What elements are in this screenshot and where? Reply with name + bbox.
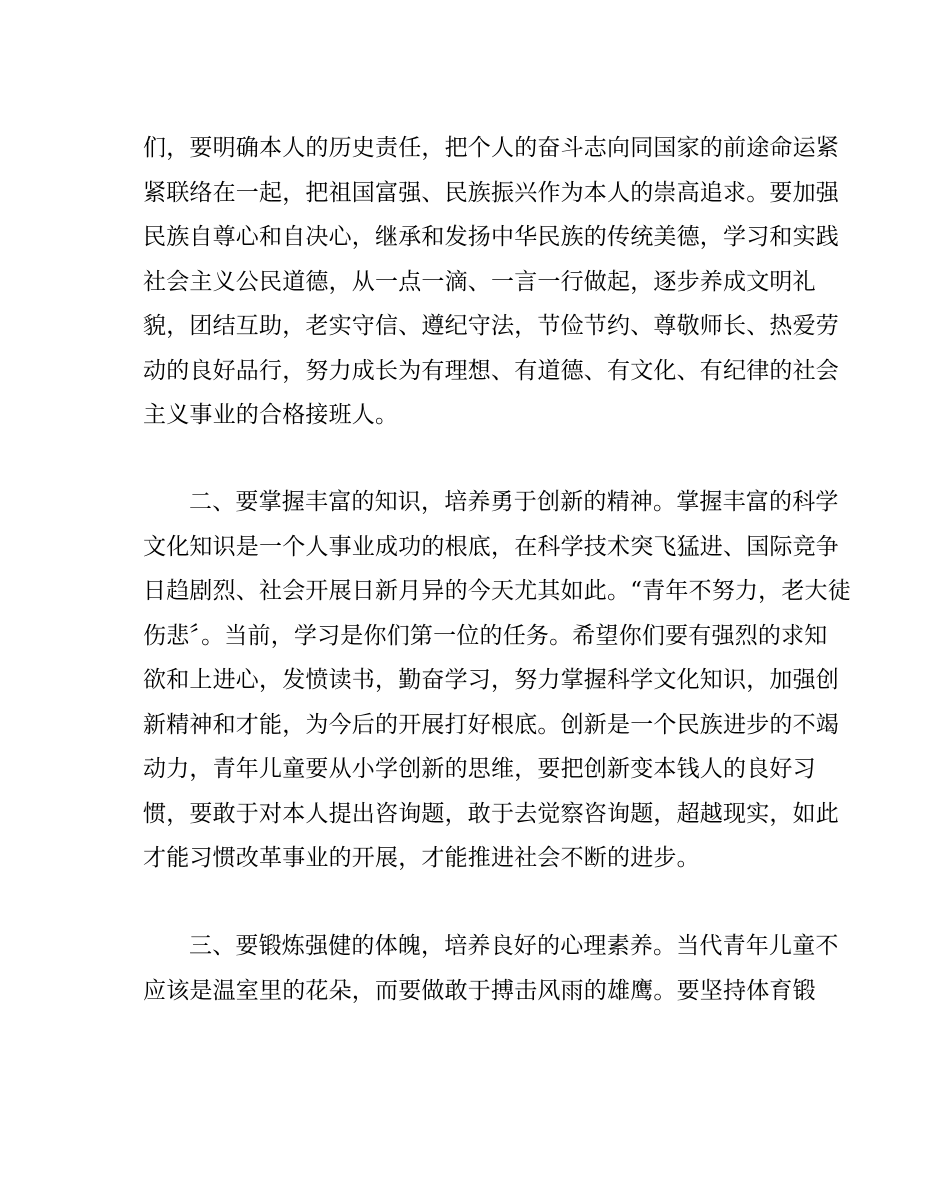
text-line: 新精神和才能，为今后的开展打好根底。创新是一个民族进步的不竭 bbox=[143, 711, 839, 738]
text-line: 欲和上进心，发愤读书，勤奋学习，努力掌握科学文化知识，加强创 bbox=[143, 667, 839, 693]
paragraph-1 bbox=[143, 126, 839, 438]
text-line: 动的良好品行，努力成长为有理想、有道德、有文化、有纪律的社会 bbox=[143, 357, 839, 384]
paragraph-3 bbox=[143, 924, 839, 1013]
text-line: 紧联络在一起，把祖国富强、民族振兴作为本人的崇高追求。要加强 bbox=[143, 179, 839, 206]
text-line: 二、要掌握丰富的知识，培养勇于创新的精神。掌握丰富的科学 bbox=[189, 489, 839, 515]
text-line: 文化知识是一个人事业成功的根底，在科学技术突飞猛进、国际竞争 bbox=[143, 533, 839, 560]
text-line: 应该是温室里的花朵，而要做敢于搏击风雨的雄鹰。要坚持体育锻 bbox=[143, 977, 816, 1004]
text-line: 三、要锻炼强健的体魄，培养良好的心理素养。当代青年儿童不 bbox=[189, 933, 839, 959]
text-line: 民族自尊心和自决心，继承和发扬中华民族的传统美德，学习和实践 bbox=[143, 224, 839, 250]
text-line: 社会主义公民道德，从一点一滴、一言一行做起，逐步养成文明礼 bbox=[143, 268, 816, 295]
paragraph-2 bbox=[143, 480, 851, 881]
text-line: 伤悲〞。当前，学习是你们第一位的任务。希望你们要有强烈的求知 bbox=[143, 622, 828, 649]
text-line: 日趋剧烈、社会开展日新月异的今天尤其如此。“青年不努力，老大徒 bbox=[143, 578, 851, 604]
text-line: 惯，要敢于对本人提出咨询题，敢于去觉察咨询题，超越现实，如此 bbox=[143, 800, 839, 827]
text-line: 动力，青年儿童要从小学创新的思维，要把创新变本钱人的良好习 bbox=[143, 756, 816, 782]
text-line: 们，要明确本人的历史责任，把个人的奋斗志向同国家的前途命运紧 bbox=[143, 135, 839, 161]
text-line: 才能习惯改革事业的开展，才能推进社会不断的进步。 bbox=[143, 845, 700, 871]
text-line: 貌，团结互助，老实守信、遵纪守法，节俭节约、尊敬师长、热爱劳 bbox=[143, 313, 839, 339]
text-line: 主义事业的合格接班人。 bbox=[143, 402, 399, 428]
